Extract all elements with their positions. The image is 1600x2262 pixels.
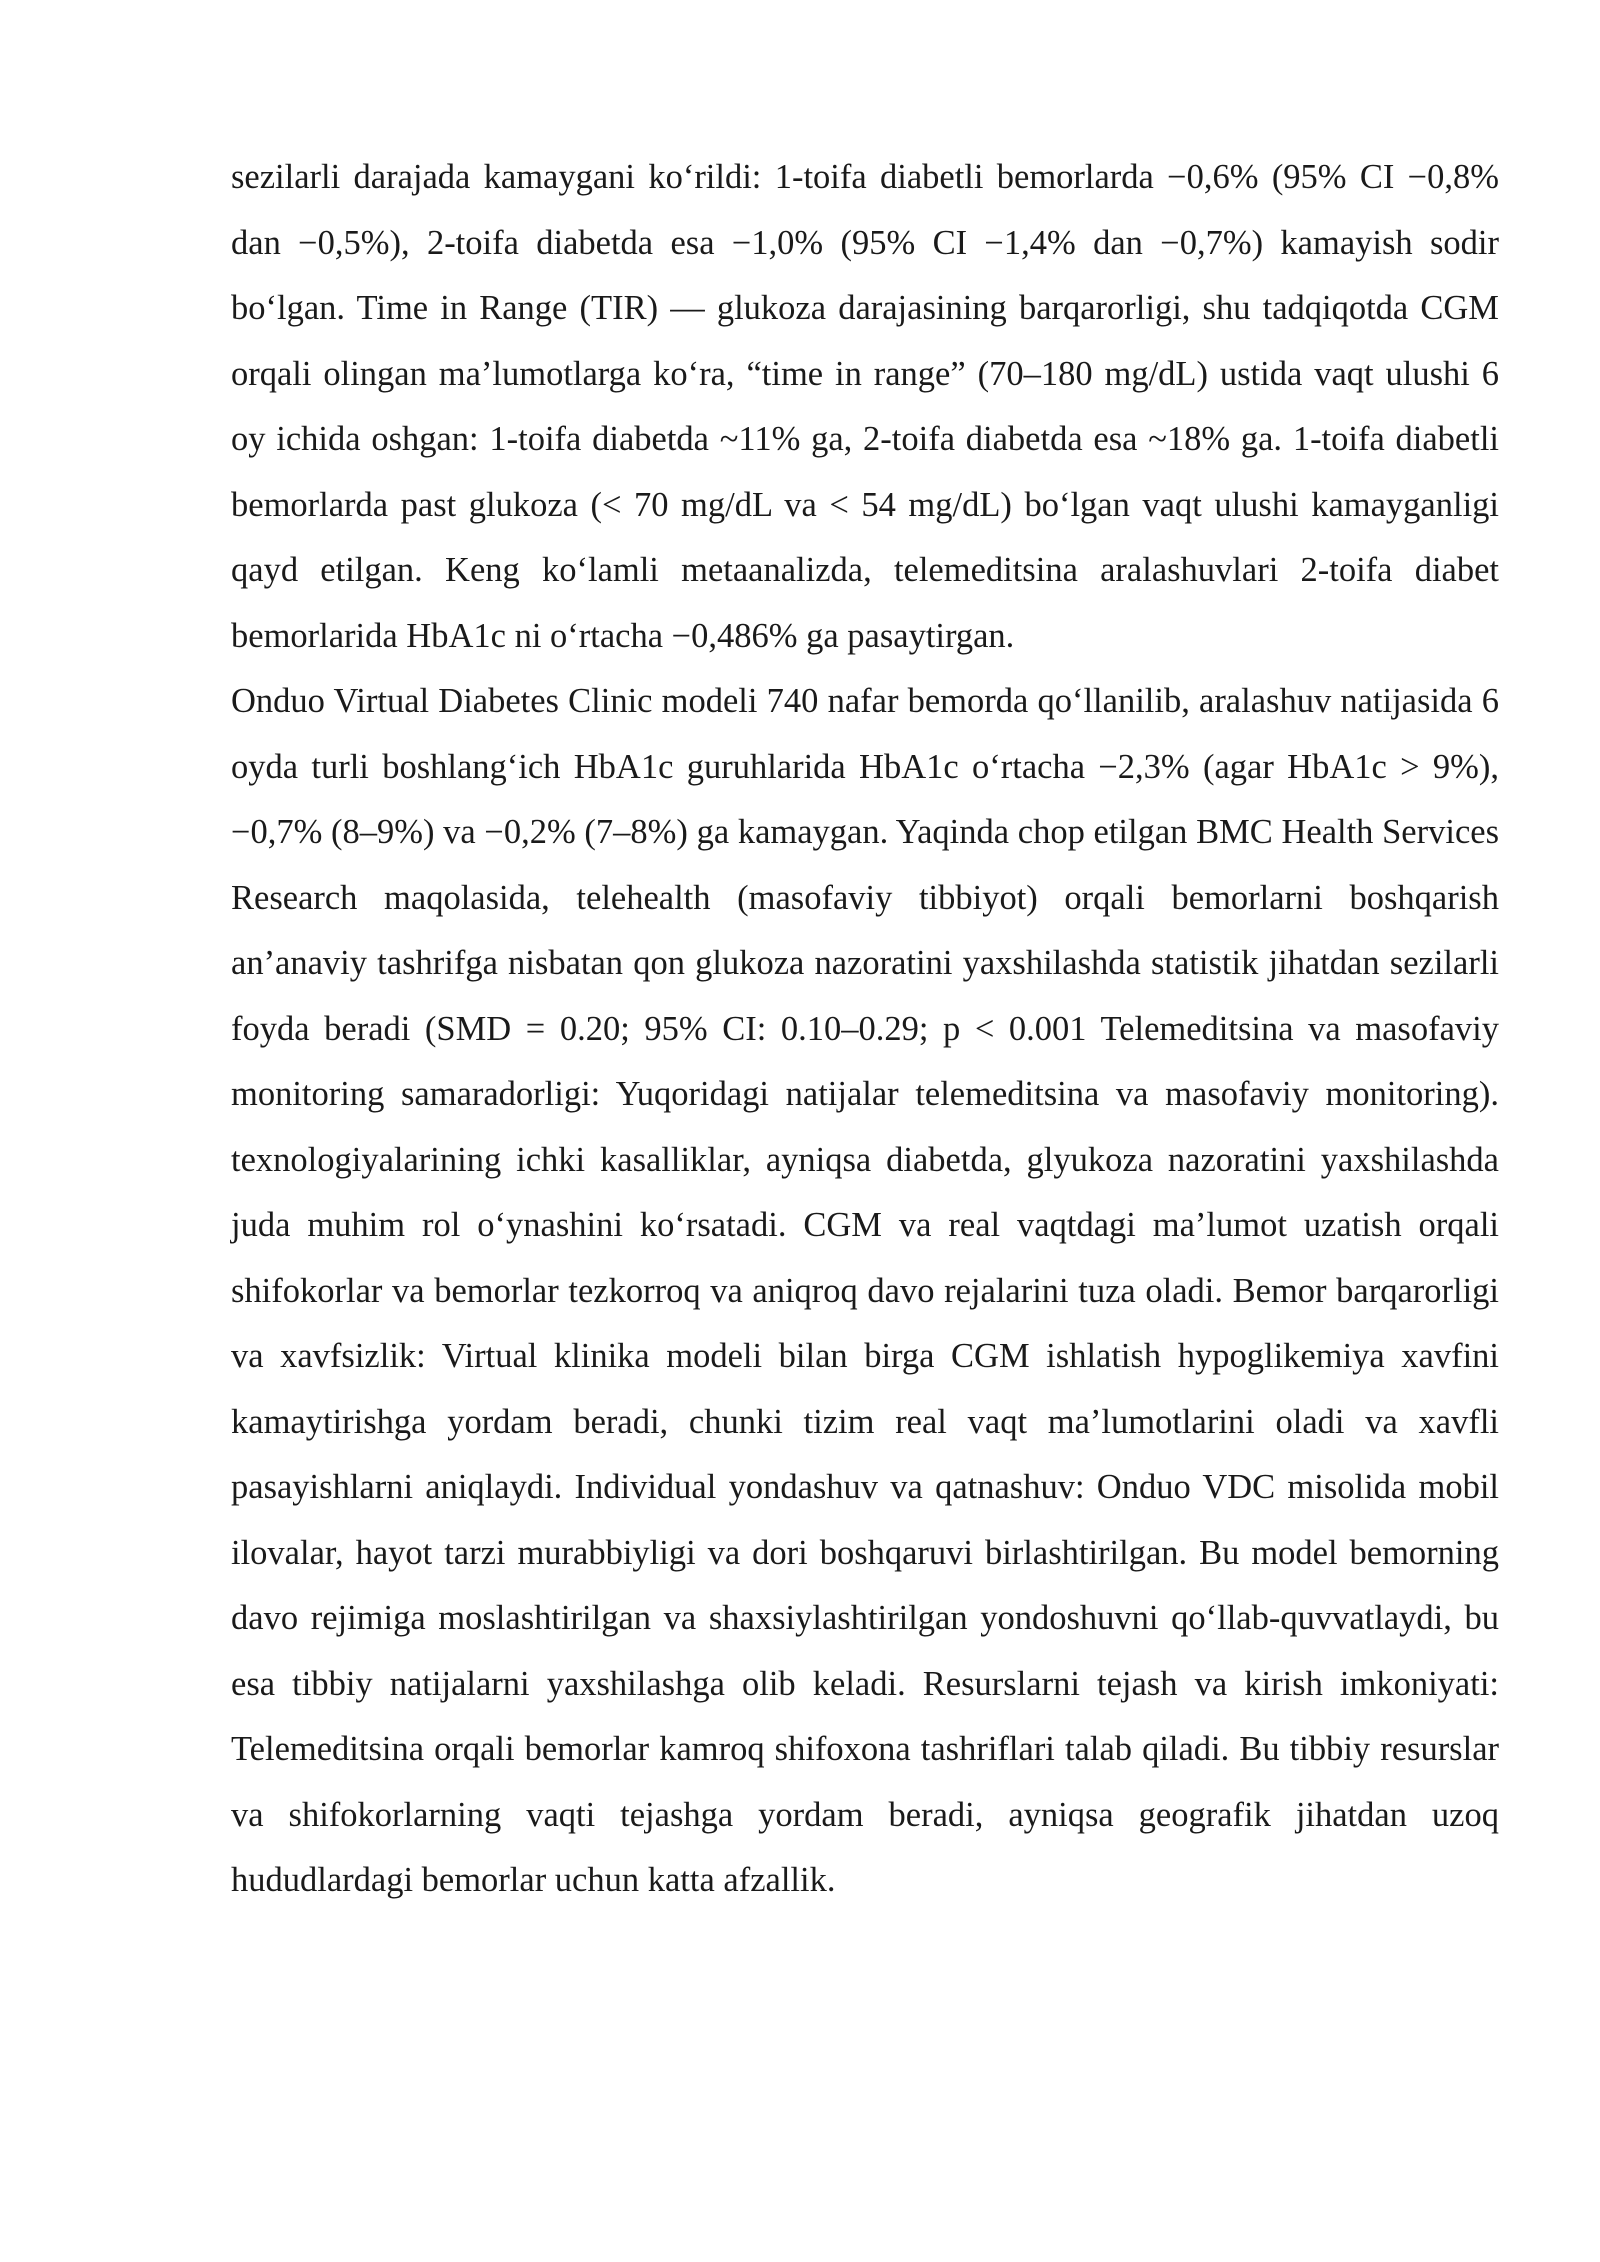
paragraph-1: sezilarli darajada kamaygani ko‘rildi: 1-toifa diabetli bemorlarda −0,6% (95% CI −0,8% dan −0,5%), 2-toifa diabetda esa −1,0% (95% CI −1,4% dan −0,7%) kamayish sodir bo‘lgan. Time in Range (TIR) — glukoza darajasining barqarorligi, shu tadqiqotda CGM orqali olingan ma’lumotlarga ko‘ra, “time in range” (70–180 mg/dL) ustida vaqt ulushi 6 oy ichida oshgan: 1-toifa diabetda ~11% ga, 2-toifa diabetda esa ~18% ga. 1-toifa diabetli bemorlarda past glukoza (< 70 mg/dL va < 54 mg/dL) bo‘lgan vaqt ulushi kamayganligi qayd etilgan. Keng ko‘lamli metaanalizda, telemeditsina aralashuvlari 2-toifa diabet bemorlarida HbA1c ni o‘rtacha −0,486% ga pasaytirgan.: [231, 158, 1499, 655]
body-text: [231, 145, 1499, 1914]
paragraph-2: Onduo Virtual Diabetes Clinic modeli 740 nafar bemorda qo‘llanilib, aralashuv natijasida 6 oyda turli boshlang‘ich HbA1c guruhlarida HbA1c o‘rtacha −2,3% (agar HbA1c > 9%), −0,7% (8–9%) va −0,2% (7–8%) ga kamaygan. Yaqinda chop etilgan BMC Health Services Research maqolasida, telehealth (masofaviy tibbiyot) orqali bemorlarni boshqarish an’anaviy tashrifga nisbatan qon glukoza nazoratini yaxshilashda statistik jihatdan sezilarli foyda beradi (SMD = 0.20; 95% CI: 0.10–0.29; p < 0.001 Telemeditsina va masofaviy monitoring samaradorligi: Yuqoridagi natijalar telemeditsina va masofaviy monitoring). texnologiyalarining ichki kasalliklar, ayniqsa diabetda, glyukoza nazoratini yaxshilashda juda muhim rol o‘ynashini ko‘rsatadi. CGM va real vaqtdagi ma’lumot uzatish orqali shifokorlar va bemorlar tezkorroq va aniqroq davo rejalarini tuza oladi. Bemor barqarorligi va xavfsizlik: Virtual klinika modeli bilan birga CGM ishlatish hypoglikemiya xavfini kamaytirishga yordam beradi, chunki tizim real vaqt ma’lumotlarini oladi va xavfli pasayishlarni aniqlaydi. Individual yondashuv va qatnashuv: Onduo VDC misolida mobil ilovalar, hayot tarzi murabbiyligi va dori boshqaruvi birlashtirilgan. Bu model bemorning davo rejimiga moslashtirilgan va shaxsiylashtirilgan yondoshuvni qo‘llab-quvvatlaydi, bu esa tibbiy natijalarni yaxshilashga olib keladi. Resurslarni tejash va kirish imkoniyati: Telemeditsina orqali bemorlar kamroq shifoxona tashriflari talab qiladi. Bu tibbiy resurslar va shifokorlarning vaqti tejashga yordam beradi, ayniqsa geografik jihatdan uzoq hududlardagi bemorlar uchun katta afzallik.: [231, 682, 1499, 1899]
